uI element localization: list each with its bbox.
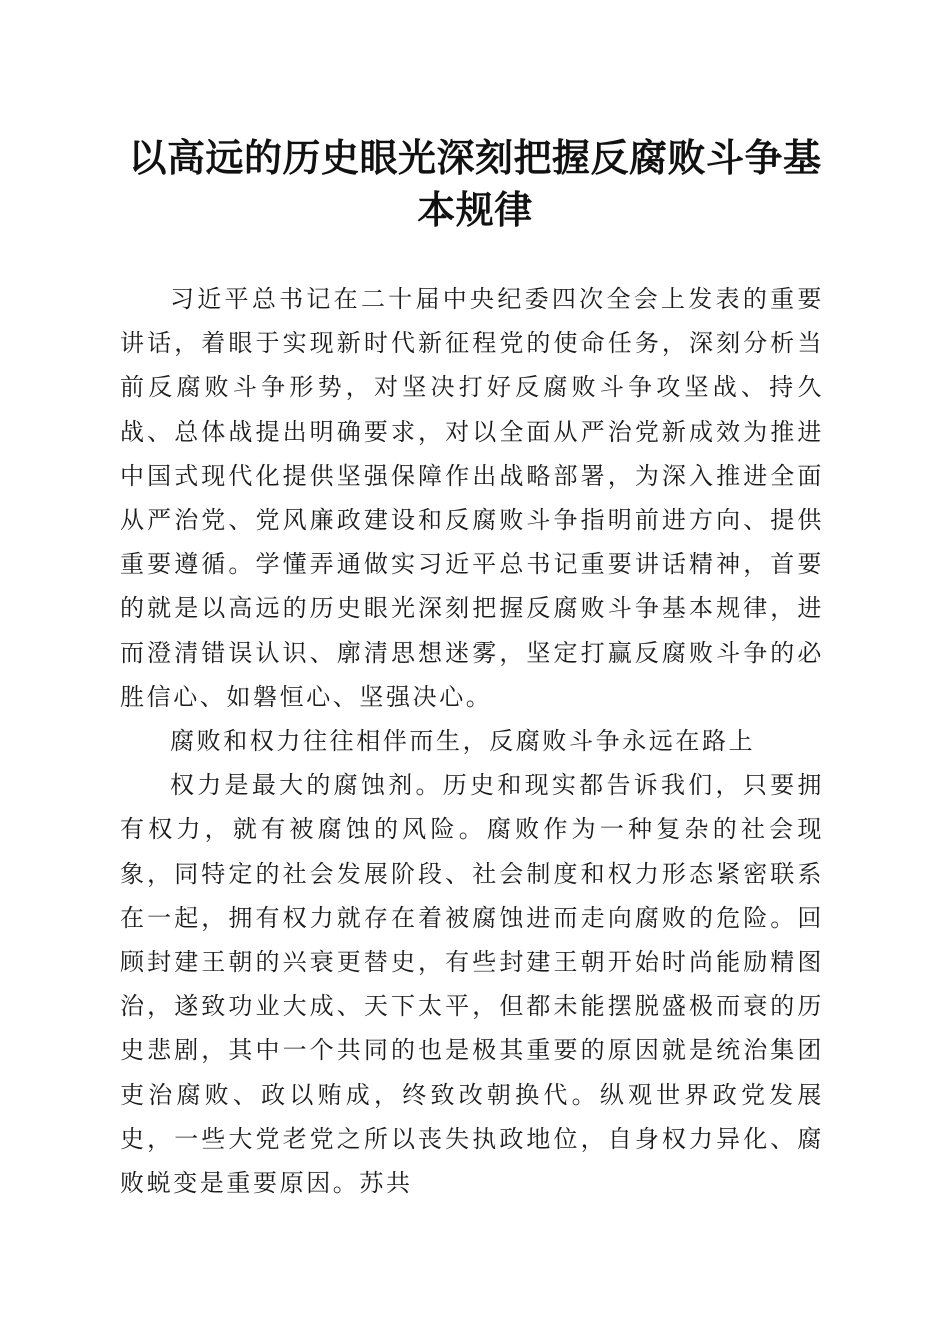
paragraph-power-corruption: 权力是最大的腐蚀剂。历史和现实都告诉我们，只要拥有权力，就有被腐蚀的风险。腐败作为一种复杂的社会现象，同特定的社会发展阶段、社会制度和权力形态紧密联系在一起，拥有权力就存在着被腐蚀进而走向腐败的危险。回顾封建王朝的兴衰更替史，有些封建王朝开始时尚能励精图治，遂致功业大成、天下太平，但都未能摆脱盛极而衰的历史悲剧，其中一个共同的也是极其重要的原因就是统治集团吏治腐败、政以贿成，终致改朝换代。纵观世界政党发展史，一些大党老党之所以丧失执政地位，自身权力异化、腐败蜕变是重要原因。苏共 [120,771,824,1198]
document-body [120,277,824,1205]
paragraph-intro: 习近平总书记在二十届中央纪委四次全会上发表的重要讲话，着眼于实现新时代新征程党的使命任务，深刻分析当前反腐败斗争形势，对坚决打好反腐败斗争攻坚战、持久战、总体战提出明确要求，对以全面从严治党新成效为推进中国式现代化提供坚强保障作出战略部署，为深入推进全面从严治党、党风廉政建设和反腐败斗争指明前进方向、提供重要遵循。学懂弄通做实习近平总书记重要讲话精神，首要的就是以高远的历史眼光深刻把握反腐败斗争基本规律，进而澄清错误认识、廓清思想迷雾，坚定打赢反腐败斗争的必胜信心、如磐恒心、坚强决心。 [120,285,824,711]
document-title: 以高远的历史眼光深刻把握反腐败斗争基本规律 [128,135,822,232]
section-heading: 腐败和权力往往相伴而生，反腐败斗争永远在路上 [170,727,756,756]
